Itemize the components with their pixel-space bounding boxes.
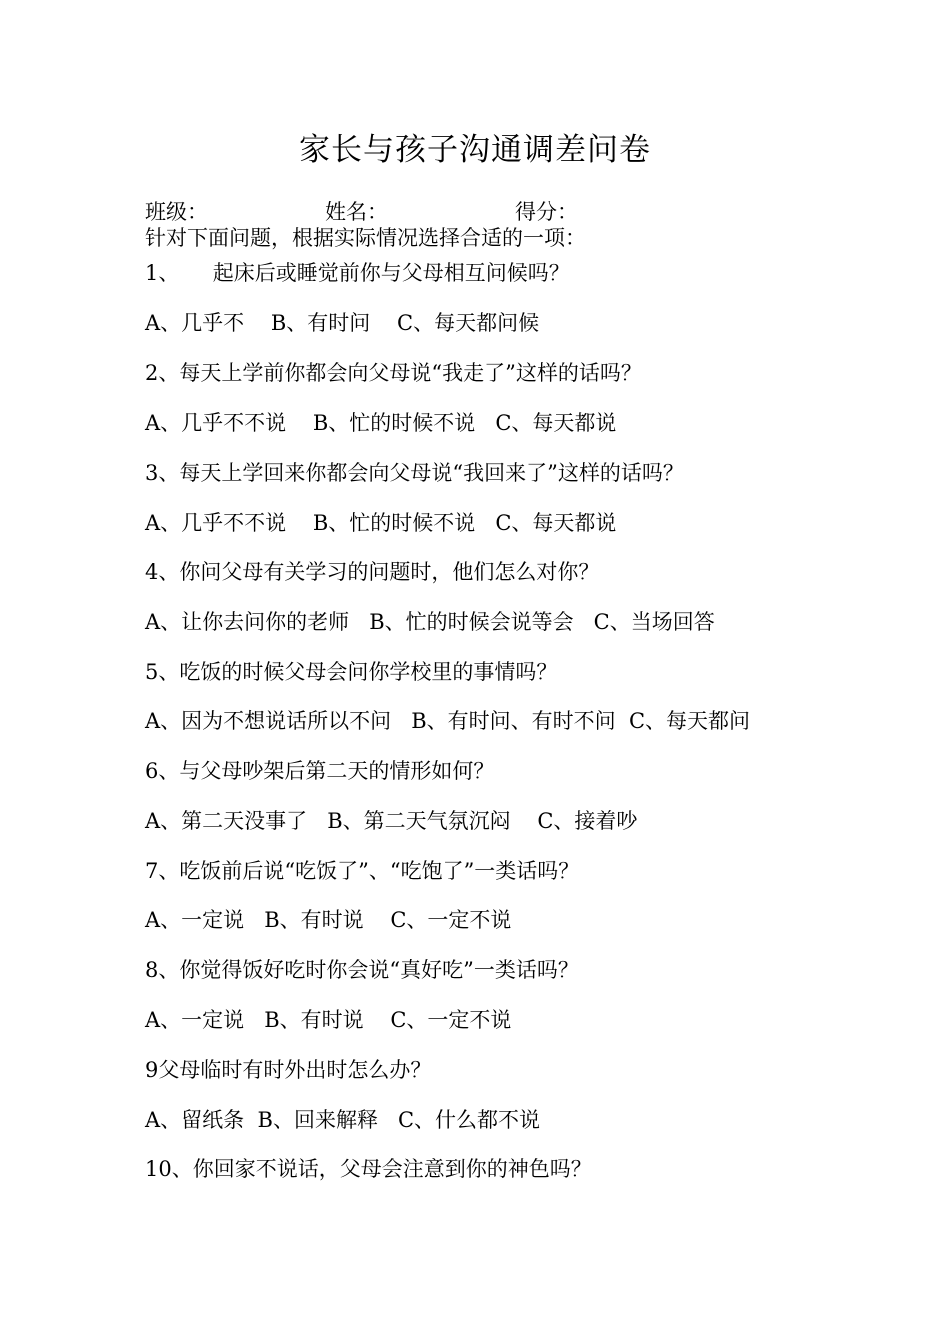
question-2: 2、每天上学前你都会向父母说“我走了”这样的话吗？ [145, 361, 642, 385]
question-5: 5、吃饭的时候父母会问你学校里的事情吗？ [145, 660, 558, 684]
name-label: 姓名： [325, 200, 388, 224]
options-2: A、几乎不不说 B、忙的时候不说 C、每天都说 [145, 411, 617, 435]
options-6: A、第二天没事了 B、第二天气氛沉闷 C、接着吵 [145, 809, 638, 833]
options-8: A、一定说 B、有时说 C、一定不说 [145, 1008, 512, 1032]
question-9: 9父母临时有时外出时怎么办？ [145, 1058, 432, 1082]
question-3: 3、每天上学回来你都会向父母说“我回来了”这样的话吗？ [145, 461, 684, 485]
options-4: A、让你去问你的老师 B、忙的时候会说等会 C、当场回答 [145, 610, 715, 634]
score-label: 得分： [515, 200, 578, 224]
question-1: 1、 起床后或睡觉前你与父母相互问候吗？ [145, 261, 570, 285]
options-3: A、几乎不不说 B、忙的时候不说 C、每天都说 [145, 511, 617, 535]
question-6: 6、与父母吵架后第二天的情形如何？ [145, 759, 495, 783]
options-7: A、一定说 B、有时说 C、一定不说 [145, 908, 512, 932]
class-label: 班级： [145, 200, 208, 224]
options-5: A、因为不想说话所以不问 B、有时问、有时不问 C、每天都问 [145, 709, 751, 733]
instruction-text: 针对下面问题，根据实际情况选择合适的一项： [145, 226, 586, 250]
question-10: 10、你回家不说话，父母会注意到你的神色吗？ [145, 1157, 592, 1181]
question-8: 8、你觉得饭好吃时你会说“真好吃”一类话吗？ [145, 958, 579, 982]
page-title: 家长与孩子沟通调差问卷 [299, 132, 651, 168]
options-9: A、留纸条 B、回来解释 C、什么都不说 [145, 1108, 541, 1132]
question-4: 4、你问父母有关学习的问题时，他们怎么对你？ [145, 560, 600, 584]
options-1: A、几乎不 B、有时问 C、每天都问候 [145, 311, 540, 335]
question-7: 7、吃饭前后说“吃饭了”、“吃饱了”一类话吗？ [145, 859, 580, 883]
